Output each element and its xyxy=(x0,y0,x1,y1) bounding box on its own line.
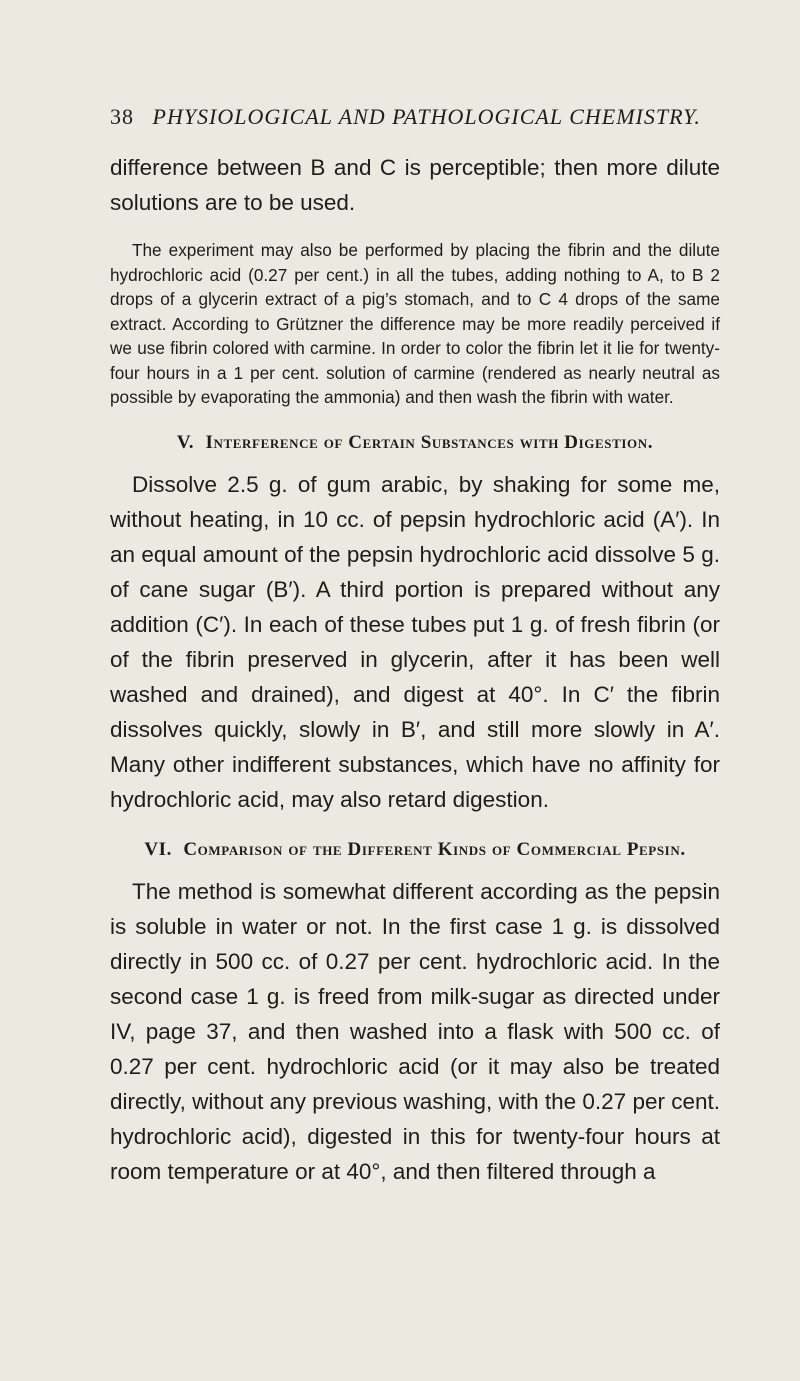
section-numeral: VI. xyxy=(144,838,172,860)
paragraph-continuation: difference between B and C is perceptible; then more dilute solutions are to be used. xyxy=(110,155,720,215)
body-text xyxy=(110,150,720,1189)
section-title: Comparison of the Different Kinds of Commercial Pepsin. xyxy=(183,838,686,860)
section-heading-interference xyxy=(110,428,720,457)
section-numeral: V. xyxy=(176,431,195,453)
running-head xyxy=(110,104,720,130)
page-number: 38 xyxy=(110,104,134,129)
section-title: Interference of Certain Substances with Digestion. xyxy=(205,431,654,453)
running-title: PHYSIOLOGICAL AND PATHOLOGICAL CHEMISTRY. xyxy=(152,104,701,129)
paragraph-experiment-note: The experiment may also be performed by placing the fibrin and the dilute hydrochloric acid (0.27 per cent.) in all the tubes, adding nothing to A, to B 2 drops of a glycerin extract of a pig’s stomach, and to C 4 drops of the same extract. According to Grützner the difference may be more readily perceived if we use fibrin colored with carmine. In order to color the fibrin let it lie for twenty-four hours in a 1 per cent. solution of carmine (rendered as nearly neutral as possible by evaporating the ammonia) and then wash the fibrin with water. xyxy=(110,240,720,407)
paragraph-interference: Dissolve 2.5 g. of gum arabic, by shaking for some me, without heating, in 10 cc. of pepsin hydrochloric acid (A′). In an equal amount of the pepsin hydrochloric acid dissolve 5 g. of cane sugar (B′). A third portion is prepared without any addition (C′). In each of these tubes put 1 g. of fresh fibrin (or of the fibrin preserved in glycerin, after it has been well washed and drained), and digest at 40°. In C′ the fibrin dissolves quickly, slowly in B′, and still more slowly in A′. Many other indifferent substances, which have no affinity for hydrochloric acid, may also retard digestion. xyxy=(110,471,720,812)
paragraph-comparison: The method is somewhat different according as the pepsin is soluble in water or not. In the first case 1 g. is dissolved directly in 500 cc. of 0.27 per cent. hydrochloric acid. In the second case 1 g. is freed from milk-sugar as directed under IV, page 37, and then washed into a flask with 500 cc. of 0.27 per cent. hydrochloric acid (or it may also be treated directly, without any previous washing, with the 0.27 per cent. hydrochloric acid), digested in this for twenty-four hours at room temperature or at 40°, and then filtered through a xyxy=(110,878,720,1184)
section-heading-comparison xyxy=(110,835,720,864)
